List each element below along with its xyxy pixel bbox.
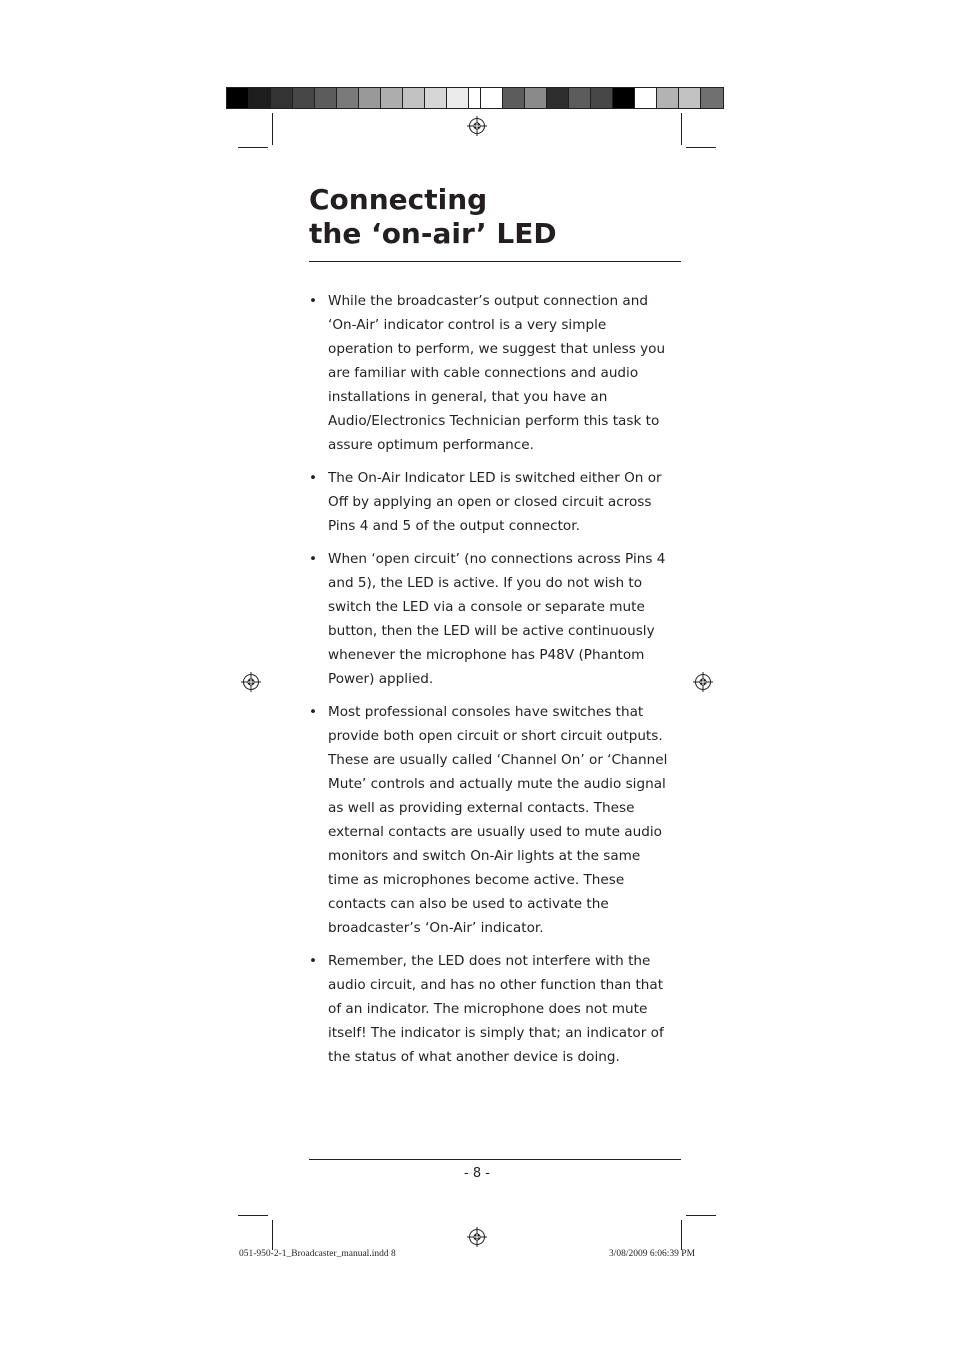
color-bar-left-swatch-5 [315,88,337,108]
color-calibration-bar-left [226,87,492,109]
slug-timestamp: 3/08/2009 6:06:39 PM [609,1249,696,1259]
page-title-line-1: Connecting [309,183,488,216]
color-bar-right-swatch-10 [679,88,701,108]
color-bar-right-swatch-3 [525,88,547,108]
page-number: - 8 - [464,1166,490,1181]
color-bar-left-swatch-1 [227,88,249,108]
registration-mark-left-icon [241,672,261,692]
color-bar-right-swatch-1 [481,88,503,108]
crop-mark-bottom-left-vertical [272,1220,273,1250]
list-item-text: Remember, the LED does not interfere with the audio circuit, and has no other function than that of an indicator. The microphone does not mute itself! The indicator is simply that; an indicator of the status of what another device is doing. [328,953,664,1065]
title-divider [309,261,681,262]
bullet-icon: • [309,470,318,486]
color-bar-right-swatch-5 [569,88,591,108]
color-bar-left-swatch-7 [359,88,381,108]
color-bar-right-swatch-4 [547,88,569,108]
bullet-icon: • [309,551,318,567]
color-bar-left-swatch-10 [425,88,447,108]
list-item [309,949,669,1069]
color-bar-right-swatch-11 [701,88,723,108]
registration-mark-top-icon [467,116,487,136]
color-bar-left-swatch-4 [293,88,315,108]
bullet-icon: • [309,953,318,969]
color-bar-right-swatch-6 [591,88,613,108]
list-item [309,547,669,691]
crop-mark-bottom-left-horizontal [238,1215,268,1216]
footer-divider [309,1159,681,1160]
color-bar-left-swatch-11 [447,88,469,108]
crop-mark-top-left-horizontal [238,147,268,148]
list-item-text: While the broadcaster’s output connection and ‘On-Air’ indicator control is a very simple operation to perform, we suggest that unless you are familiar with cable connections and audio installations in general, that you have an Audio/Electronics Technician perform this task to assure optimum performance. [328,293,666,453]
crop-mark-top-right-vertical [681,113,682,145]
color-bar-left-swatch-3 [271,88,293,108]
crop-mark-top-left-vertical [272,113,273,145]
color-bar-right-swatch-8 [635,88,657,108]
page-title [309,183,557,251]
crop-mark-bottom-right-vertical [681,1220,682,1250]
color-bar-right-swatch-9 [657,88,679,108]
list-item-text: The On-Air Indicator LED is switched either On or Off by applying an open or closed circuit across Pins 4 and 5 of the output connector. [328,470,662,534]
list-item [309,289,669,457]
color-calibration-bar-right [480,87,724,109]
slug-filename: 051-950-2-1_Broadcaster_manual.indd 8 [239,1249,396,1259]
list-item-text: Most professional consoles have switches that provide both open circuit or short circuit outputs. These are usually called ‘Channel On’ or ‘Channel Mute’ controls and actually mute the audio signal as well as providing external contacts. These external contacts are usually used to mute audio monitors and switch On-Air lights at the same time as microphones become active. These contacts can also be used to activate the broadcaster’s ‘On-Air’ indicator. [328,704,668,936]
bullet-icon: • [309,293,318,309]
color-bar-left-swatch-2 [249,88,271,108]
color-bar-left-swatch-6 [337,88,359,108]
color-bar-left-swatch-9 [403,88,425,108]
registration-mark-right-icon [693,672,713,692]
color-bar-left-swatch-8 [381,88,403,108]
bullet-icon: • [309,704,318,720]
color-bar-right-swatch-2 [503,88,525,108]
list-item [309,700,669,940]
color-bar-right-swatch-7 [613,88,635,108]
list-item [309,466,669,538]
crop-mark-top-right-horizontal [686,147,716,148]
crop-mark-bottom-right-horizontal [686,1215,716,1216]
list-item-text: When ‘open circuit’ (no connections across Pins 4 and 5), the LED is active. If you do not wish to switch the LED via a console or separate mute button, then the LED will be active continuously whenever the microphone has P48V (Phantom Power) applied. [328,551,666,687]
registration-mark-bottom-icon [467,1227,487,1247]
instruction-list [309,289,669,1078]
page-title-line-2: the ‘on-air’ LED [309,217,557,250]
